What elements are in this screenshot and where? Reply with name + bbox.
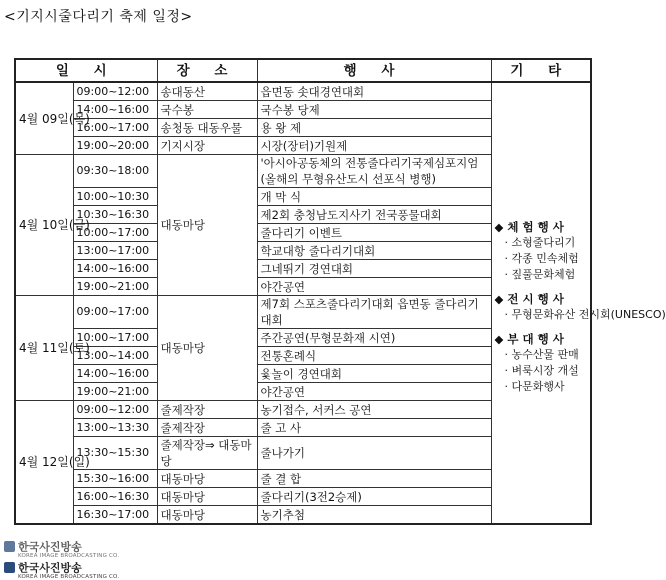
event-cell: 학교대항 줄다리기대회: [257, 242, 491, 260]
day-cell: 4월 09일(목): [15, 82, 73, 155]
event-cell: 읍면동 솟대경연대회: [257, 82, 491, 101]
time-cell: 10:00~17:00: [73, 224, 157, 242]
notes-cell: [491, 82, 666, 524]
day-cell: 4월 11일(토): [15, 296, 73, 401]
time-cell: 19:00~21:00: [73, 278, 157, 296]
time-cell: 10:30~16:30: [73, 206, 157, 224]
event-cell: 야간공연: [257, 383, 491, 401]
time-cell: 16:00~16:30: [73, 488, 157, 506]
event-cell: 국수봉 당제: [257, 101, 491, 119]
place-cell: 송대동산: [157, 82, 257, 101]
event-cell: 그네뛰기 경연대회: [257, 260, 491, 278]
event-cell: 제2회 충청남도지사기 전국풍물대회: [257, 206, 491, 224]
broadcast-logo-icon: [4, 562, 15, 573]
note-heading: ◆ 전 시 행 사: [494, 292, 564, 306]
event-cell: 줄 결 합: [257, 470, 491, 488]
place-cell: 줄제작장: [157, 419, 257, 437]
header-event: 행 사: [257, 59, 491, 82]
event-cell: 농기추첨: [257, 506, 491, 525]
event-cell: 야간공연: [257, 278, 491, 296]
note-item: · 각종 민속체험: [504, 252, 579, 265]
festival-schedule-table: [14, 58, 666, 525]
place-cell: 대동마당: [157, 488, 257, 506]
note-item: · 다문화행사: [504, 380, 565, 393]
event-cell: 줄다리기(3전2승제): [257, 488, 491, 506]
event-cell: 제7회 스포츠줄다리기대회 읍면동 줄다리기 대회: [257, 296, 491, 329]
event-cell: 개 막 식: [257, 188, 491, 206]
event-cell: 농기접수, 서커스 공연: [257, 401, 491, 419]
header-row: [15, 59, 591, 82]
header-note: 기 타: [491, 59, 591, 82]
event-cell: 용 왕 제: [257, 119, 491, 137]
event-cell: 시장(장터)기원제: [257, 137, 491, 155]
note-item: · 소형줄다리기: [504, 236, 576, 249]
time-cell: 14:00~16:00: [73, 260, 157, 278]
place-cell: 국수봉: [157, 101, 257, 119]
event-cell: 윷놀이 경연대회: [257, 365, 491, 383]
event-cell: '아시아공동체의 전통줄다리기국제심포지엄 (올해의 무형유산도시 선포식 병행): [257, 155, 491, 188]
day-cell: 4월 12일(일): [15, 401, 73, 525]
time-cell: 09:00~17:00: [73, 296, 157, 329]
event-cell: 전통혼례식: [257, 347, 491, 365]
note-item: · 농수산물 판매: [504, 348, 579, 361]
time-cell: 16:00~17:00: [73, 119, 157, 137]
time-cell: 09:30~18:00: [73, 155, 157, 188]
day-cell: 4월 10일(금): [15, 155, 73, 296]
note-item: · 짚풀문화체험: [504, 268, 576, 281]
place-cell: 줄제작장: [157, 401, 257, 419]
time-cell: 09:00~12:00: [73, 401, 157, 419]
time-cell: 14:00~16:00: [73, 101, 157, 119]
time-cell: 09:00~12:00: [73, 82, 157, 101]
place-cell: 대동마당: [157, 506, 257, 525]
time-cell: 19:00~21:00: [73, 383, 157, 401]
place-cell: 대동마당: [157, 155, 257, 296]
place-cell: 송청동 대동우물: [157, 119, 257, 137]
place-cell: 대동마당: [157, 470, 257, 488]
place-cell: 대동마당: [157, 296, 257, 401]
event-cell: 줄다리기 이벤트: [257, 224, 491, 242]
time-cell: 14:00~16:00: [73, 365, 157, 383]
note-item: · 무형문화유산 전시회(UNESCO): [504, 308, 666, 321]
watermark-logo: 한국사진방송 KOREA IMAGE BROADCASTING CO.: [4, 536, 119, 559]
time-cell: 19:00~20:00: [73, 137, 157, 155]
time-cell: 10:00~10:30: [73, 188, 157, 206]
note-item: · 벼룩시장 개설: [504, 364, 579, 377]
time-cell: 15:30~16:00: [73, 470, 157, 488]
watermark-logo: 한국사진방송 KOREA IMAGE BROADCASTING CO.: [4, 557, 119, 580]
schedule-row: [15, 82, 591, 101]
time-cell: 10:00~17:00: [73, 329, 157, 347]
time-cell: 13:00~17:00: [73, 242, 157, 260]
event-cell: 줄 고 사: [257, 419, 491, 437]
note-heading: ◆ 부 대 행 사: [494, 332, 564, 346]
event-cell: 줄나가기: [257, 437, 491, 470]
note-heading: ◆ 체 험 행 사: [494, 220, 564, 234]
time-cell: 13:30~15:30: [73, 437, 157, 470]
place-cell: 줄제작장⇒ 대동마당: [157, 437, 257, 470]
header-place: 장 소: [157, 59, 257, 82]
schedule-title: <기지시줄다리기 축제 일정>: [4, 9, 193, 25]
time-cell: 16:30~17:00: [73, 506, 157, 525]
header-date: 일 시: [15, 59, 157, 82]
place-cell: 기지시장: [157, 137, 257, 155]
time-cell: 13:00~14:00: [73, 347, 157, 365]
broadcast-logo-icon: [4, 541, 15, 552]
event-cell: 주간공연(무형문화재 시연): [257, 329, 491, 347]
time-cell: 13:00~13:30: [73, 419, 157, 437]
